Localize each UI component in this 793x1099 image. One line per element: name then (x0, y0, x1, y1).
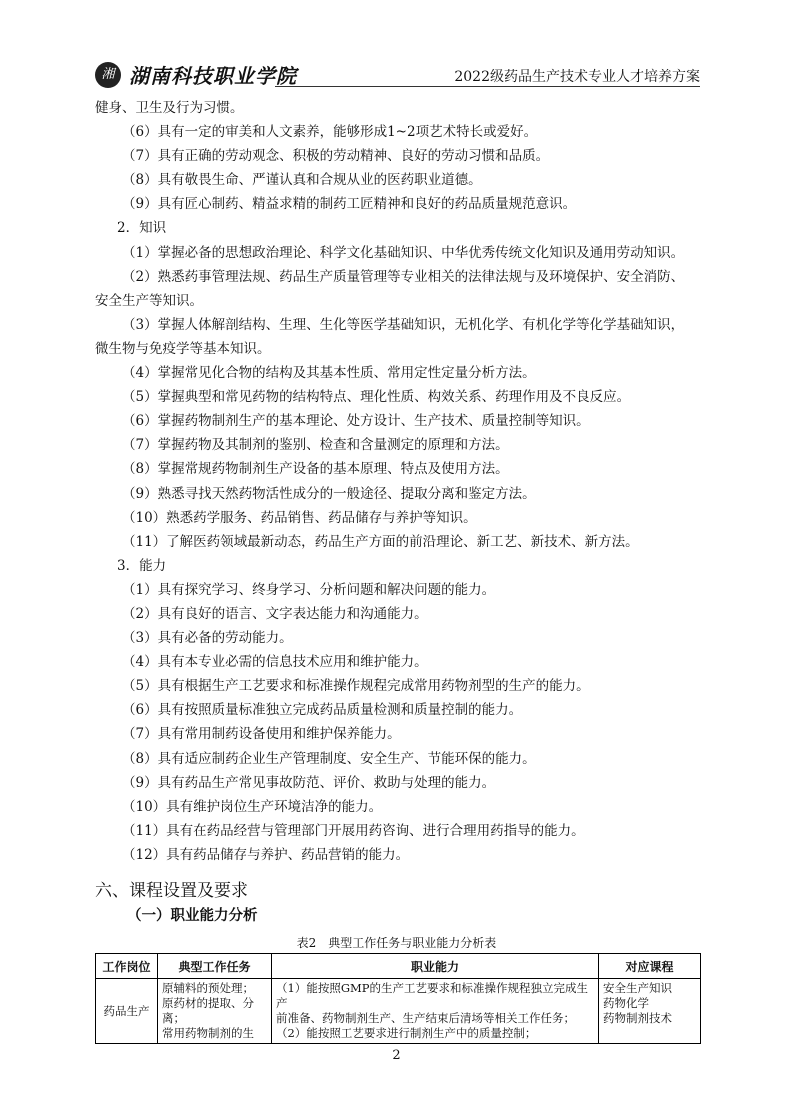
body-line: （6）具有一定的审美和人文素养，能够形成1~2项艺术特长或爱好。 (122, 124, 538, 141)
header-tasks: 典型工作任务 (158, 954, 272, 979)
body-line: （2）熟悉药事管理法规、药品生产质量管理等专业相关的法律法规与及环境保护、安全消防、 (122, 268, 685, 285)
table-row (96, 979, 701, 1044)
ability-analysis-table (95, 953, 701, 1044)
body-line: （9）具有匠心制药、精益求精的制药工匠精神和良好的药品质量规范意识。 (122, 196, 577, 213)
body-line: （11）具有在药品经营与管理部门开展用药咨询、进行合理用药指导的能力。 (122, 822, 585, 839)
header-abilities: 职业能力 (272, 954, 599, 979)
body-line: 健身、卫生及行为习惯。 (95, 100, 244, 116)
body-line: （8）具有适应制药企业生产管理制度、安全生产、节能环保的能力。 (122, 750, 536, 767)
body-text (95, 96, 700, 867)
course-line: 药物制剂技术 (603, 1011, 672, 1025)
body-line: （8）具有敬畏生命、严谨认真和合规从业的医药职业道德。 (122, 172, 482, 189)
body-line: （6）掌握药物制剂生产的基本理论、处方设计、生产技术、质量控制等知识。 (122, 413, 590, 430)
document-title: 2022级药品生产技术专业人才培养方案 (454, 69, 700, 85)
header-divider (275, 86, 700, 87)
school-seal-icon: 湘 (95, 62, 121, 88)
body-line: （4）具有本专业必需的信息技术应用和维护能力。 (122, 654, 428, 671)
body-line: （11）了解医药领域最新动态，药品生产方面的前沿理论、新工艺、新技术、新方法。 (122, 533, 639, 550)
cell-abilities (272, 979, 599, 1044)
subheading: 3．能力 (117, 557, 167, 574)
body-line: （9）熟悉寻找天然药物活性成分的一般途径、提取分离和鉴定方法。 (122, 485, 536, 502)
body-line: （5）掌握典型和常见药物的结构特点、理化性质、构效关系、药理作用及不良反应。 (122, 389, 631, 406)
page-number: 2 (392, 1048, 401, 1063)
body-line: （3）具有必备的劳动能力。 (122, 630, 293, 647)
school-name-logo: 湖南科技职业学院 (129, 64, 297, 88)
body-line: （9）具有药品生产常见事故防范、评价、救助与处理的能力。 (122, 774, 496, 791)
table-header-row (96, 954, 701, 979)
task-line: 原辅料的预处理； (162, 981, 254, 995)
body-line: （10）熟悉药学服务、药品销售、药品储存与养护等知识。 (122, 509, 477, 526)
cell-position: 药品生产 (96, 979, 158, 1044)
subheading: 2．知识 (117, 220, 167, 237)
body-line: （3）掌握人体解剖结构、生理、生化等医学基础知识，无机化学、有机化学等化学基础知识， (122, 316, 685, 333)
table-caption: 表2 典型工作任务与职业能力分析表 (296, 936, 497, 950)
course-line: 药物化学 (603, 996, 649, 1010)
body-line: （7）掌握药物及其制剂的鉴别、检查和含量测定的原理和方法。 (122, 437, 509, 454)
header-courses: 对应课程 (599, 954, 701, 979)
ability-line: （1）能按照GMP的生产工艺要求和标准操作规程独立完成生产 (276, 981, 589, 1010)
task-line: 原药材的提取、分离； (162, 996, 254, 1025)
body-line: （1）具有探究学习、终身学习、分析问题和解决问题的能力。 (122, 581, 496, 598)
task-line: 常用药物制剂的生 (162, 1026, 254, 1040)
body-line: （2）具有良好的语言、文字表达能力和沟通能力。 (122, 605, 428, 622)
body-line: （7）具有常用制药设备使用和维护保养能力。 (122, 726, 401, 743)
body-line: （8）掌握常规药物制剂生产设备的基本原理、特点及使用方法。 (122, 461, 509, 478)
section-heading: 六、课程设置及要求 (95, 881, 248, 901)
course-line: 安全生产知识 (603, 981, 672, 995)
body-line: 安全生产等知识。 (95, 292, 203, 309)
body-line: （7）具有正确的劳动观念、积极的劳动精神、良好的劳动习惯和品质。 (122, 148, 550, 165)
body-line: 微生物与免疫学等基本知识。 (95, 340, 271, 357)
subsection-heading: （一）职业能力分析 (127, 908, 258, 924)
body-line: （12）具有药品储存与养护、药品营销的能力。 (122, 846, 410, 863)
body-line: （1）掌握必备的思想政治理论、科学文化基础知识、中华优秀传统文化知识及通用劳动知识。 (122, 244, 685, 261)
body-line: （4）掌握常见化合物的结构及其基本性质、常用定性定量分析方法。 (122, 365, 536, 382)
school-logo (95, 60, 297, 89)
body-line: （6）具有按照质量标准独立完成药品质量检测和质量控制的能力。 (122, 702, 523, 719)
cell-tasks (158, 979, 272, 1044)
body-line: （10）具有维护岗位生产环境洁净的能力。 (122, 798, 383, 815)
ability-line: 前准备、药物制剂生产、生产结束后清场等相关工作任务； (276, 1011, 575, 1025)
cell-courses (599, 979, 701, 1044)
body-line: （5）具有根据生产工艺要求和标准操作规程完成常用药物剂型的生产的能力。 (122, 678, 590, 695)
ability-line: （2）能按照工艺要求进行制剂生产中的质量控制； (276, 1026, 537, 1040)
page-header (95, 60, 700, 88)
header-position: 工作岗位 (96, 954, 158, 979)
